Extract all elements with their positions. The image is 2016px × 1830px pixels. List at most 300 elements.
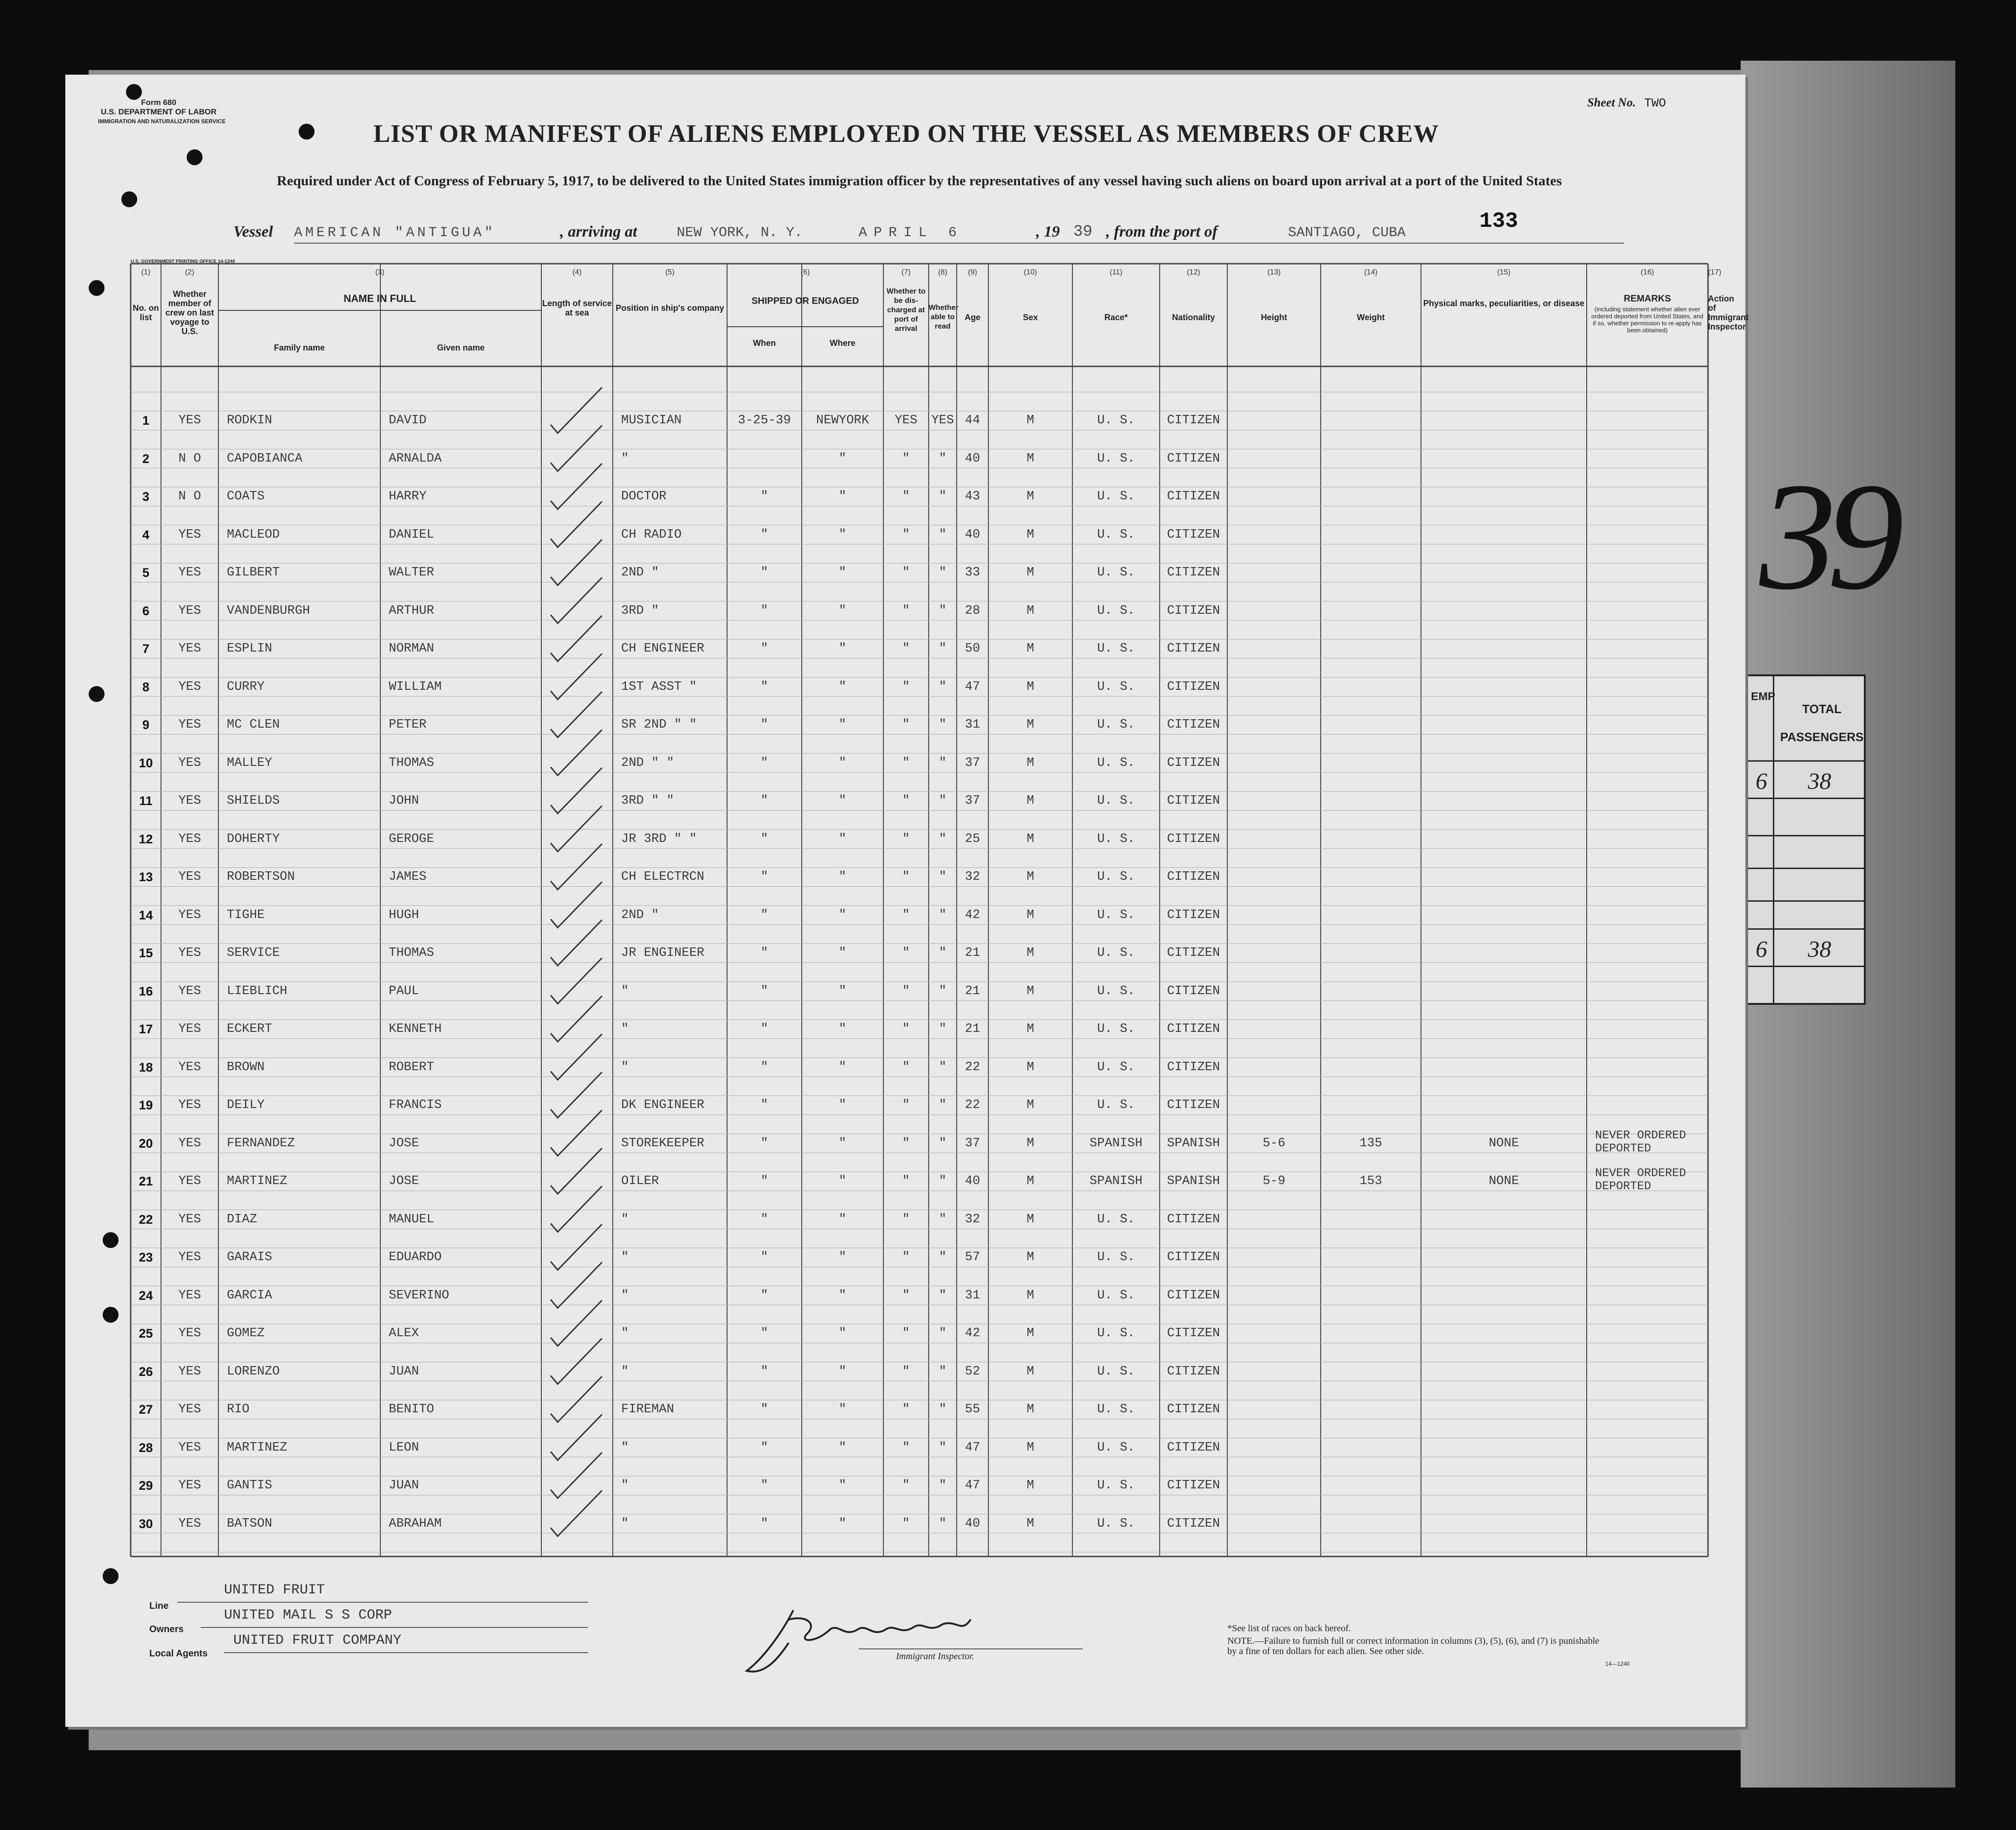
cell-where: " [839, 984, 847, 998]
cell-when: " [760, 832, 769, 846]
cell-when: " [760, 794, 769, 808]
cell-nat: CITIZEN [1167, 490, 1220, 504]
cell-sex: M [1026, 414, 1035, 428]
cell-family: DIAZ [227, 1212, 257, 1227]
cell-race: U. S. [1097, 870, 1135, 884]
column-header: SHIPPED OR ENGAGED [751, 296, 859, 306]
cell-family: DOHERTY [227, 832, 280, 846]
cell-crew: YES [178, 1516, 201, 1531]
races-note: *See list of races on back hereof. [1227, 1623, 1351, 1634]
cell-family: MACLEOD [227, 527, 280, 542]
column-number: (13) [1267, 268, 1281, 276]
cell-given: JOSE [389, 1174, 419, 1188]
cell-family: DEILY [227, 1098, 265, 1112]
agents-label: Local Agents [149, 1648, 208, 1659]
cell-given: PETER [389, 718, 427, 732]
column-header: Where [829, 338, 855, 348]
cell-when: " [760, 1060, 769, 1074]
column-number: (2) [185, 268, 195, 276]
inspector-label: Immigrant Inspector. [896, 1651, 974, 1662]
cell-read: " [938, 1136, 947, 1150]
cell-family: CAPOBIANCA [227, 451, 303, 466]
cell-race: U. S. [1097, 680, 1135, 694]
cell-disch: " [902, 1288, 910, 1303]
cell-family: VANDENBURGH [227, 603, 310, 618]
cell-race: U. S. [1097, 794, 1135, 808]
agents-value: UNITED FRUIT COMPANY [233, 1633, 402, 1648]
cell-disch: " [902, 1516, 910, 1531]
cell-nat: SPANISH [1167, 1174, 1220, 1188]
cell-nat: SPANISH [1167, 1136, 1220, 1150]
cell-family: TIGHE [227, 908, 265, 922]
cell-age: 42 [965, 1326, 980, 1340]
column-header: Whether able to read [929, 304, 959, 330]
cell-no: 13 [139, 870, 153, 884]
cell-sex: M [1026, 566, 1035, 580]
cell-where: " [839, 1060, 847, 1074]
column-number: (1) [141, 268, 151, 276]
cell-race: U. S. [1097, 1479, 1135, 1493]
cell-position: DK ENGINEER [621, 1098, 705, 1112]
cell-read: " [938, 794, 947, 808]
cell-read: " [938, 1326, 947, 1340]
cell-given: GEROGE [389, 832, 434, 846]
cell-when: " [760, 1212, 769, 1227]
cell-age: 42 [965, 908, 980, 922]
cell-crew: YES [178, 1022, 201, 1036]
cell-race: U. S. [1097, 984, 1135, 998]
cell-no: 9 [142, 718, 150, 732]
cell-read: " [938, 1060, 947, 1074]
cell-given: THOMAS [389, 946, 434, 960]
cell-given: JUAN [389, 1364, 419, 1379]
cell-sex: M [1026, 1250, 1035, 1264]
cell-when: " [760, 1250, 769, 1264]
column-header: Whether to be dis- charged at port of arrival [886, 287, 926, 333]
cell-no: 6 [142, 603, 150, 618]
totals-header: TOTAL PASSENGERS [1780, 702, 1864, 744]
cell-position: " [621, 1288, 629, 1303]
totals-row2-right: 38 [1808, 936, 1831, 962]
cell-no: 29 [139, 1479, 153, 1493]
cell-read: " [938, 566, 947, 580]
cell-disch: " [902, 946, 910, 960]
cell-disch: " [902, 1402, 910, 1416]
cell-no: 25 [139, 1326, 153, 1340]
cell-when: " [760, 1136, 769, 1150]
cell-sex: M [1026, 680, 1035, 694]
cell-given: WILLIAM [389, 680, 442, 694]
column-number: (7) [901, 268, 911, 276]
column-header: Family name [273, 343, 325, 352]
cell-age: 57 [965, 1250, 980, 1264]
cell-position: MUSICIAN [621, 414, 682, 428]
cell-disch: " [902, 794, 910, 808]
cell-no: 14 [139, 908, 153, 922]
cell-family: MARTINEZ [227, 1174, 287, 1188]
cell-sex: M [1026, 794, 1035, 808]
cell-sex: M [1026, 1364, 1035, 1379]
cell-family: CURRY [227, 680, 265, 694]
cell-crew: YES [178, 1288, 201, 1303]
column-header: Given name [437, 343, 485, 352]
cell-age: 33 [965, 566, 980, 580]
arriving-label: , arriving at [560, 223, 637, 240]
cell-position: JR ENGINEER [621, 946, 705, 960]
from-port: SANTIAGO, CUBA [1288, 225, 1406, 241]
cell-nat: CITIZEN [1167, 1402, 1220, 1416]
column-number: (5) [665, 268, 675, 276]
cell-age: 32 [965, 1212, 980, 1227]
owners-label: Owners [149, 1624, 184, 1634]
cell-family: MALLEY [227, 756, 273, 770]
cell-sex: M [1026, 870, 1035, 884]
cell-where: " [839, 1174, 847, 1188]
cell-where: " [839, 566, 847, 580]
cell-read: " [938, 680, 947, 694]
cell-position: FIREMAN [621, 1402, 674, 1416]
cell-age: 22 [965, 1060, 980, 1074]
cell-given: JUAN [389, 1479, 419, 1493]
cell-race: U. S. [1097, 603, 1135, 618]
cell-disch: " [902, 1479, 910, 1493]
column-header: No. on list [133, 303, 159, 322]
cell-where: " [839, 1136, 847, 1150]
cell-crew: YES [178, 527, 201, 542]
cell-sex: M [1026, 1098, 1035, 1112]
cell-where: " [839, 1479, 847, 1493]
cell-age: 22 [965, 1098, 980, 1112]
cell-given: JAMES [389, 870, 427, 884]
cell-given: JOSE [389, 1136, 419, 1150]
cell-position: " [621, 451, 629, 466]
cell-when: " [760, 1022, 769, 1036]
cell-no: 16 [139, 984, 153, 998]
cell-position: DOCTOR [621, 490, 667, 504]
cell-family: COATS [227, 490, 265, 504]
cell-age: 21 [965, 946, 980, 960]
cell-disch: " [902, 527, 910, 542]
cell-race: U. S. [1097, 1250, 1135, 1264]
cell-nat: CITIZEN [1167, 414, 1220, 428]
cell-nat: CITIZEN [1167, 1440, 1220, 1455]
cell-race: U. S. [1097, 1364, 1135, 1379]
cell-position: SR 2ND " " [621, 718, 697, 732]
column-number: (12) [1187, 268, 1200, 276]
cell-sex: M [1026, 1060, 1035, 1074]
cell-where: " [839, 527, 847, 542]
cell-race: U. S. [1097, 718, 1135, 732]
cell-position: JR 3RD " " [621, 832, 697, 846]
cell-when: " [760, 603, 769, 618]
cell-given: FRANCIS [389, 1098, 442, 1112]
cell-nat: CITIZEN [1167, 1250, 1220, 1264]
cell-disch: " [902, 1440, 910, 1455]
cell-race: U. S. [1097, 832, 1135, 846]
column-number: (10) [1023, 268, 1037, 276]
cell-nat: CITIZEN [1167, 566, 1220, 580]
column-number: (11) [1109, 268, 1123, 276]
cell-age: 32 [965, 870, 980, 884]
cell-no: 7 [142, 642, 150, 656]
cell-age: 21 [965, 984, 980, 998]
cell-read: " [938, 1174, 947, 1188]
cell-when: " [760, 1516, 769, 1531]
column-header: Position in ship's company [616, 303, 724, 313]
column-header: Nationality [1172, 313, 1215, 322]
cell-read: " [938, 908, 947, 922]
cell-given: NORMAN [389, 642, 434, 656]
cell-position: 3RD " " [621, 794, 674, 808]
column-number: (6) [800, 268, 810, 276]
column-header: Physical marks, peculiarities, or disease [1423, 299, 1585, 308]
cell-no: 12 [139, 832, 153, 846]
cell-sex: M [1026, 756, 1035, 770]
cell-when: " [760, 1174, 769, 1188]
cell-when: " [760, 1402, 769, 1416]
arrival-date: APRIL 6 [859, 225, 964, 241]
cell-family: ECKERT [227, 1022, 273, 1036]
cell-where: " [839, 946, 847, 960]
cell-nat: CITIZEN [1167, 680, 1220, 694]
stamp-number: 133 [1479, 209, 1518, 233]
cell-nat: CITIZEN [1167, 1212, 1220, 1227]
failure-note: NOTE.—Failure to furnish full or correct information in columns (3), (5), (6), and (7) is punishable by a fine of ten dollars for each alien. See other side. [1227, 1636, 1600, 1656]
column-number: (3) [375, 268, 385, 276]
column-number: (14) [1364, 268, 1378, 276]
cell-when: " [760, 908, 769, 922]
cell-age: 43 [965, 490, 980, 504]
cell-read: YES [931, 414, 954, 428]
cell-position: " [621, 1440, 629, 1455]
cell-race: U. S. [1097, 946, 1135, 960]
cell-race: U. S. [1097, 908, 1135, 922]
cell-family: GARCIA [227, 1288, 273, 1303]
cell-disch: " [902, 1212, 910, 1227]
cell-sex: M [1026, 1022, 1035, 1036]
cell-physical: NONE [1489, 1174, 1519, 1188]
cell-crew: N O [178, 490, 201, 504]
cell-nat: CITIZEN [1167, 870, 1220, 884]
cell-where: " [839, 490, 847, 504]
cell-position: " [621, 1250, 629, 1264]
cell-race: U. S. [1097, 527, 1135, 542]
cell-disch: " [902, 1022, 910, 1036]
cell-given: HARRY [389, 490, 427, 504]
cell-age: 40 [965, 1516, 980, 1531]
cell-given: SEVERINO [389, 1288, 449, 1303]
cell-no: 1 [142, 414, 150, 428]
cell-nat: CITIZEN [1167, 1060, 1220, 1074]
cell-where: " [839, 718, 847, 732]
owners-value: UNITED MAIL S S CORP [224, 1607, 392, 1623]
cell-family: GARAIS [227, 1250, 273, 1264]
column-number: (16) [1640, 268, 1654, 276]
cell-no: 20 [139, 1136, 153, 1150]
cell-position: " [621, 1479, 629, 1493]
cell-where: " [839, 1402, 847, 1416]
cell-read: " [938, 984, 947, 998]
cell-crew: N O [178, 451, 201, 466]
cell-sex: M [1026, 1402, 1035, 1416]
cell-where: " [839, 1022, 847, 1036]
cell-no: 2 [142, 451, 150, 466]
cell-position: " [621, 1516, 629, 1531]
column-header: Height [1261, 313, 1287, 322]
cell-sex: M [1026, 1288, 1035, 1303]
cell-when: " [760, 870, 769, 884]
cell-race: U. S. [1097, 566, 1135, 580]
from-label: , from the port of [1106, 223, 1218, 240]
cell-remarks: NEVER ORDERED DEPORTED [1595, 1128, 1687, 1155]
arrival-year: 39 [1073, 223, 1092, 241]
sheet-number: Sheet No. TWO [1587, 96, 1666, 110]
form-code: 14—1240 [1605, 1661, 1630, 1667]
cell-crew: YES [178, 1212, 201, 1227]
line-label: Line [149, 1601, 169, 1611]
inspector-signature [737, 1601, 999, 1680]
cell-family: BROWN [227, 1060, 265, 1074]
cell-sex: M [1026, 1136, 1035, 1150]
cell-given: ABRAHAM [389, 1516, 442, 1531]
cell-race: U. S. [1097, 414, 1135, 428]
cell-where: " [839, 642, 847, 656]
cell-crew: YES [178, 870, 201, 884]
cell-sex: M [1026, 490, 1035, 504]
cell-no: 8 [142, 680, 150, 694]
cell-family: GANTIS [227, 1479, 273, 1493]
cell-family: ESPLIN [227, 642, 273, 656]
cell-disch: " [902, 490, 910, 504]
cell-no: 17 [139, 1022, 153, 1036]
cell-position: CH ENGINEER [621, 642, 705, 656]
cell-race: U. S. [1097, 1288, 1135, 1303]
cell-sex: M [1026, 1440, 1035, 1455]
cell-race: U. S. [1097, 756, 1135, 770]
cell-height: 5-9 [1262, 1174, 1286, 1188]
cell-family: MC CLEN [227, 718, 280, 732]
cell-family: RIO [227, 1402, 250, 1416]
cell-crew: YES [178, 718, 201, 732]
cell-no: 30 [139, 1516, 153, 1531]
cell-age: 40 [965, 527, 980, 542]
cell-crew: YES [178, 832, 201, 846]
cell-nat: CITIZEN [1167, 946, 1220, 960]
cell-when: " [760, 1364, 769, 1379]
cell-disch: " [902, 566, 910, 580]
cell-nat: CITIZEN [1167, 1098, 1220, 1112]
cell-when: " [760, 984, 769, 998]
cell-when: " [760, 490, 769, 504]
cell-given: THOMAS [389, 756, 434, 770]
cell-race: U. S. [1097, 1440, 1135, 1455]
cell-read: " [938, 1288, 947, 1303]
cell-where: " [839, 1212, 847, 1227]
cell-read: " [938, 642, 947, 656]
cell-nat: CITIZEN [1167, 1326, 1220, 1340]
cell-age: 21 [965, 1022, 980, 1036]
manifest-sheet: Form 680 U.S. DEPARTMENT OF LABOR IMMIGRATION AND NATURALIZATION SERVICE Sheet No. TWO LIST OR MANIFEST OF ALIENS EMPLOYED ON THE VESSEL AS MEMBERS OF CREW Required under Act of Congress of February 5, 1917, to be delivered to the United States immigration officer by the representatives of any vessel having such aliens on board upon arrival at a port of the United States Vessel AMERICAN "ANTIGUA" , arriving at NEW YORK, N. Y. APRIL 6 , 19 39 , from the port of SANTIAGO, CUBA 133 U.S. GOVERNMENT PRINTING OFFICE 14-1240 (1) (2) (3) (4) (5) (6) (7) (8) (9) (10) (11) (12) (13) (14) (15) (16) (17) No. on list Whether member of crew on last voyage to U.S. NAME IN FULL Family name Given name Length of service at sea Position in ship's company SHIPPED OR ENGAGED When Where Whether to be dis- charged at port of arrival Whether able to read Age Sex Race* Nationality Height Weight Physical marks, peculiarities, or disease REMARKS (Including statement whether alien ever ordered deported from United States, and if so, whether permission to re-apply has been obtained) Action of Immigrant Inspector 1 YES RODKIN DAVID MUSICIAN 3-25-39 NEWYORK YES YES 44 M U. S. CITIZEN 2 N O CAPOBIANCA ARNALDA " " " " 40 M U. S. CITIZEN 3 N O COATS HARRY DOCTOR " " " " 43 M U. S. CITIZEN 4 YES MACLEOD DANIEL CH RADIO " " " " 40 M U. S. CITIZEN 5 YES GILBERT WALTER 2ND " " " " " 33 M U. S. CITIZEN 6 YES VANDENBURGH ARTHUR 3RD " " " " " 28 M U. S. CITIZEN 7 YES ESPLIN NORMAN CH ENGINEER " " " " 50 M U. S. CITIZEN 8 YES CURRY WILLIAM 1ST ASST " " " " " 47 M U. S. CITIZEN 9 YES MC CLEN PETER SR 2ND " " " " " " 31 M U. S. CITIZEN 10 YES MALLEY THOMAS 2ND " " " " " " 37 M U. S. CITIZEN 11 YES SHIELDS JOHN 3RD " " " " " " 37 M U. S. CITIZEN 12 YES DOHERTY GEROGE JR 3RD " " " " " " 25 M U. S. CITIZEN 13 YES ROBERTSON JAMES CH ELECTRCN " " " " 32 M U. S. CITIZEN 14 YES TIGHE HUGH 2ND " " " " " 42 M U. S. CITIZEN 15 YES SERVICE THOMAS JR ENGINEER " " " " 21 M U. S. CITIZEN 16 YES LIEBLICH PAUL " " " " " 21 M U. S. CITIZEN 17 YES ECKERT KENNETH " " " " " 21 M U. S. CITIZEN 18 YES BROWN ROBERT " " " " " 22 M U. S. CITIZEN 19 YES DEILY FRANCIS DK ENGINEER " " " " 22 M U. S. CITIZEN 20 YES FERNANDEZ JOSE STOREKEEPER " " " " 37 M SPANISH SPANISH 5-6 135 NONE NEVER ORDERED DEPORTED 21 YES MARTINEZ JOSE OILER " " " " 40 M SPANISH SPANISH 5-9 153 NONE NEVER ORDERED DEPORTED 22 YES DIAZ MANUEL " " " " " 32 M U. S. CITIZEN 23 YES GARAIS EDUARDO " " " " " 57 M U. S. CITIZEN 24 YES GARCIA SEVERINO " " " " " 31 M U. S. CITIZEN 25 YES GOMEZ ALEX " " " " " 42 M U. S. CITIZEN 26 YES LORENZO JUAN " " " " " 52 M U. S. CITIZEN 27 YES RIO BENITO FIREMAN " " " " 55 M U. S. CITIZEN 28 YES MARTINEZ LEON " " " " " 47 M U. S. CITIZEN 29 YES GANTIS JUAN " " " " " 47 M U. S. CITIZEN 30 YES BATSON ABRAHAM " " " " " 40 M U. S. CITIZEN Line UNITED FRUIT Owners UNITED MAIL S S CORP Local Agents UNITED FRUIT COMPANY Immigrant Inspector. *See list of races on back hereof. NOTE.—Failure to furnish full or correct information in columns (3), (5), (6), and (7) is punishable by a fine of ten dollars for each alien. See other side. 14—1240 [65, 75, 1745, 1727]
cell-sex: M [1026, 984, 1035, 998]
year-label: , 19 [1036, 223, 1060, 240]
totals-row1-left: 6 [1756, 768, 1767, 794]
cell-age: 47 [965, 680, 980, 694]
cell-nat: CITIZEN [1167, 1288, 1220, 1303]
cell-nat: CITIZEN [1167, 1022, 1220, 1036]
cell-family: SERVICE [227, 946, 280, 960]
cell-position: 2ND " [621, 908, 659, 922]
cell-age: 37 [965, 1136, 980, 1150]
cell-no: 24 [139, 1288, 153, 1303]
cell-given: ARTHUR [389, 603, 434, 618]
cell-position: STOREKEEPER [621, 1136, 705, 1150]
cell-race: U. S. [1097, 1022, 1135, 1036]
cell-position: 3RD " [621, 603, 659, 618]
cell-where: " [839, 1098, 847, 1112]
cell-read: " [938, 870, 947, 884]
cell-read: " [938, 718, 947, 732]
cell-no: 27 [139, 1402, 153, 1416]
cell-age: 40 [965, 451, 980, 466]
cell-disch: " [902, 756, 910, 770]
cell-given: DANIEL [389, 527, 434, 542]
cell-crew: YES [178, 1174, 201, 1188]
cell-position: CH ELECTRCN [621, 870, 705, 884]
cell-given: JOHN [389, 794, 419, 808]
cell-disch: " [902, 603, 910, 618]
cell-no: 19 [139, 1098, 153, 1112]
column-header: Race* [1104, 313, 1128, 322]
column-header: Age [964, 313, 980, 322]
column-header: (Including statement whether alien ever ordered deported from United States, and if so, whether permission to re-apply has been obtained) [1591, 306, 1703, 334]
cell-when: " [760, 680, 769, 694]
cell-crew: YES [178, 984, 201, 998]
cell-sex: M [1026, 642, 1035, 656]
cell-read: " [938, 1098, 947, 1112]
cell-when: 3-25-39 [738, 414, 791, 428]
cell-crew: YES [178, 1440, 201, 1455]
cell-position: " [621, 1326, 629, 1340]
cell-disch: " [902, 1060, 910, 1074]
cell-read: " [938, 603, 947, 618]
cell-when: " [760, 1326, 769, 1340]
cell-no: 3 [142, 490, 150, 504]
cell-read: " [938, 1250, 947, 1264]
printing-office: U.S. GOVERNMENT PRINTING OFFICE 14-1240 [131, 259, 235, 264]
cell-nat: CITIZEN [1167, 794, 1220, 808]
cell-age: 28 [965, 603, 980, 618]
cell-position: " [621, 1060, 629, 1074]
cell-nat: CITIZEN [1167, 603, 1220, 618]
cell-nat: CITIZEN [1167, 756, 1220, 770]
cell-sex: M [1026, 718, 1035, 732]
cell-race: U. S. [1097, 1098, 1135, 1112]
cell-disch: " [902, 1250, 910, 1264]
cell-family: LIEBLICH [227, 984, 287, 998]
cell-given: BENITO [389, 1402, 434, 1416]
totals-header-partial: EMP [1751, 690, 1776, 703]
cell-sex: M [1026, 908, 1035, 922]
cell-age: 52 [965, 1364, 980, 1379]
cell-age: 55 [965, 1402, 980, 1416]
cell-crew: YES [178, 680, 201, 694]
cell-read: " [938, 490, 947, 504]
cell-nat: CITIZEN [1167, 642, 1220, 656]
cell-age: 44 [965, 414, 980, 428]
column-number: (8) [938, 268, 947, 276]
cell-no: 5 [142, 566, 150, 580]
cell-crew: YES [178, 1402, 201, 1416]
